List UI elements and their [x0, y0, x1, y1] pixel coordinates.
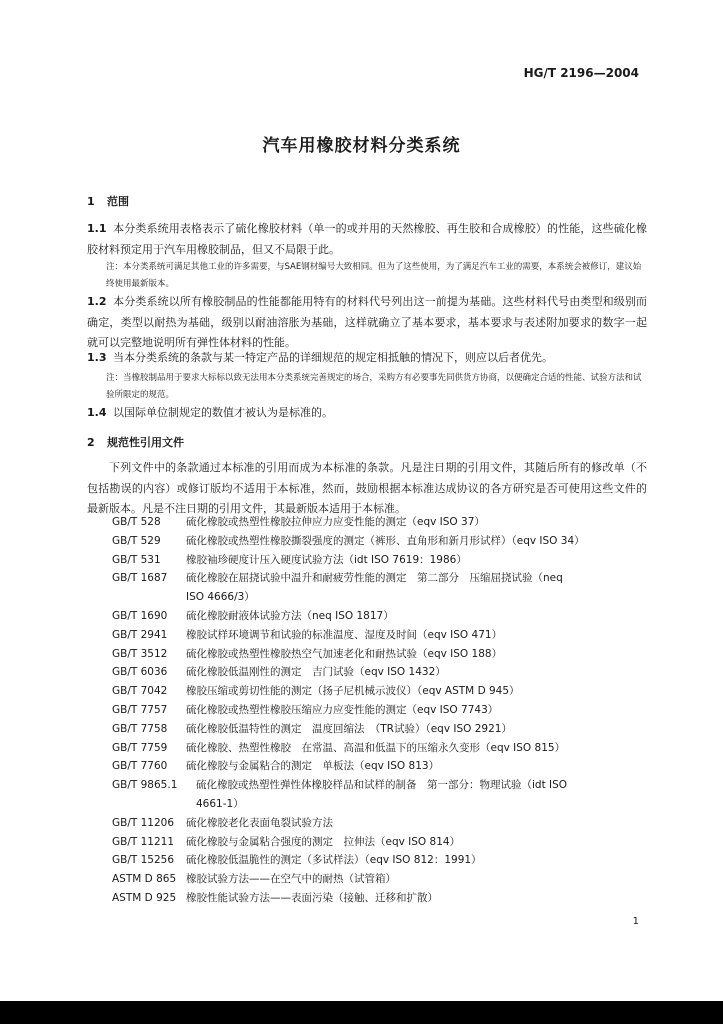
clause-1-3	[87, 348, 647, 369]
reference-title-text: 硫化橡胶或热塑性橡胶撕裂强度的测定（裤形、直角形和新月形试样）（eqv ISO 34）	[186, 534, 585, 547]
reference-code: GB/T 1690	[112, 609, 168, 622]
reference-title-text: 硫化橡胶或热塑性橡胶压缩应力应变性能的测定（eqv ISO 7743）	[186, 703, 499, 716]
reference-title-text: 硫化橡胶或热塑性橡胶拉伸应力应变性能的测定（eqv ISO 37）	[186, 516, 485, 528]
reference-code: GB/T 2941	[112, 628, 168, 641]
reference-title-continuation: ISO 4666/3）	[186, 591, 255, 604]
clause-text: 以国际单位制规定的数值才被认为是标准的。	[113, 406, 333, 419]
clause-text: 当本分类系统的条款与某一特定产品的详细规范的规定相抵触的情况下，则应以后者优先。	[113, 351, 553, 364]
reference-code: GB/T 1687	[112, 572, 168, 585]
reference-code: GB/T 9865.1	[112, 779, 178, 792]
page-number: 1	[632, 916, 639, 927]
standard-code: HG/T 2196—2004	[523, 66, 639, 80]
reference-title-text: 硫化橡胶与金属粘合强度的测定 拉伸法（eqv ISO 814）	[186, 835, 461, 848]
reference-title-text: 硫化橡胶低温刚性的测定 吉门试验（eqv ISO 1432）	[186, 666, 446, 679]
reference-title-continuation: 4661-1）	[196, 797, 244, 810]
reference-item	[112, 701, 652, 720]
reference-item	[112, 645, 652, 664]
reference-title	[186, 532, 652, 551]
reference-item	[112, 607, 652, 626]
clause-number: 1.4	[87, 406, 107, 419]
reference-title-text: 硫化橡胶低温脆性的测定（多试样法）（eqv ISO 812：1991）	[186, 854, 482, 867]
reference-code: GB/T 7042	[112, 685, 168, 698]
reference-code: GB/T 11211	[112, 835, 175, 848]
reference-title	[186, 757, 652, 776]
reference-title	[196, 776, 652, 814]
reference-item	[112, 532, 652, 551]
reference-item	[112, 569, 652, 607]
reference-item	[112, 682, 652, 701]
reference-title	[186, 870, 652, 889]
reference-item	[112, 870, 652, 889]
reference-item	[112, 626, 652, 645]
reference-code: GB/T 15256	[112, 854, 175, 867]
reference-code: GB/T 7758	[112, 722, 168, 735]
reference-item	[112, 833, 652, 852]
note-2: 注：当橡胶制品用于要求大标标以致无法用本分类系统完善规定的场合，采购方有必要事先同供货方协商，以便确定合适的性能、试验方法和试验所限定的规范。	[106, 373, 642, 400]
reference-item	[112, 720, 652, 739]
reference-title-text: 橡胶试验方法——在空气中的耐热（试管箱）	[186, 873, 396, 886]
reference-title-text: 硫化橡胶老化表面龟裂试验方法	[186, 816, 333, 829]
reference-item	[112, 551, 652, 570]
reference-item	[112, 663, 652, 682]
reference-title-text: 硫化橡胶低温特性的测定 温度回缩法 （TR试验）（eqv ISO 2921）	[186, 722, 512, 735]
reference-code: GB/T 7760	[112, 760, 168, 773]
reference-title	[186, 626, 652, 645]
reference-code: GB/T 7757	[112, 703, 168, 716]
section-title: 规范性引用文件	[107, 436, 184, 449]
section-number: 1	[87, 195, 95, 208]
reference-title	[186, 701, 652, 720]
reference-title-text: 硫化橡胶耐液体试验方法（neq ISO 1817）	[186, 609, 394, 622]
reference-code: GB/T 529	[112, 534, 161, 547]
section-2-heading	[87, 434, 184, 450]
reference-title	[186, 551, 652, 570]
section-2-intro: 下列文件中的条款通过本标准的引用而成为本标准的条款。凡是注日期的引用文件，其随后所有的修改单（不包括勘误的内容）或修订版均不适用于本标准，然而，鼓励根据本标准达成协议的各方研究是否可使用这些文件的最新版本。凡是不注日期的引用文件，其最新版本适用于本标准。	[87, 461, 647, 515]
reference-title-text: 硫化橡胶在屈挠试验中温升和耐疲劳性能的测定 第二部分 压缩屈挠试验（neq	[186, 572, 563, 585]
reference-code: GB/T 531	[112, 553, 161, 566]
note-1: 注：本分类系统可满足其他工业的许多需要，与SAE钢材编号大致相同。但为了这些使用，为了满足汽车工业的需要，本系统会被修订，建议始终使用最新版本。	[106, 262, 642, 289]
reference-code: GB/T 7759	[112, 741, 168, 754]
reference-item	[112, 513, 652, 532]
reference-title-text: 橡胶袖珍硬度计压入硬度试验方法（idt ISO 7619：1986）	[186, 553, 467, 566]
reference-title-text: 硫化橡胶或热塑性橡胶热空气加速老化和耐热试验（eqv ISO 188）	[186, 647, 503, 660]
reference-item	[112, 776, 652, 814]
reference-list	[112, 513, 652, 908]
reference-title	[186, 720, 652, 739]
clause-number: 1.2	[87, 295, 107, 308]
reference-title	[186, 814, 652, 833]
clause-1-2	[87, 292, 647, 354]
reference-title	[186, 569, 652, 607]
reference-title	[186, 889, 652, 908]
reference-item	[112, 757, 652, 776]
reference-title	[186, 739, 652, 758]
reference-title-text: 硫化橡胶或热塑性弹性体橡胶样品和试样的制备 第一部分：物理试验（idt ISO	[196, 779, 568, 792]
clause-number: 1.1	[87, 222, 107, 235]
reference-code: GB/T 6036	[112, 666, 168, 679]
section-1-heading	[87, 193, 129, 209]
reference-title	[186, 645, 652, 664]
reference-code: GB/T 11206	[112, 816, 175, 829]
reference-title	[186, 851, 652, 870]
clause-1-4	[87, 403, 647, 424]
reference-title-text: 橡胶性能试验方法——表面污染（接触、迁移和扩散）	[186, 891, 438, 904]
reference-code: ASTM D 865	[112, 873, 177, 886]
reference-title	[186, 682, 652, 701]
reference-title-text: 橡胶压缩或剪切性能的测定（扬子尼机械示波仪）（eqv ASTM D 945）	[186, 685, 520, 698]
reference-title	[186, 513, 652, 532]
reference-title	[186, 607, 652, 626]
reference-code: GB/T 528	[112, 516, 161, 528]
reference-title	[186, 663, 652, 682]
reference-item	[112, 889, 652, 908]
reference-item	[112, 851, 652, 870]
reference-code: ASTM D 925	[112, 891, 177, 904]
section-number: 2	[87, 436, 95, 449]
section-title: 范围	[107, 195, 129, 208]
reference-item	[112, 739, 652, 758]
clause-number: 1.3	[87, 351, 107, 364]
reference-item	[112, 814, 652, 833]
reference-title-text: 硫化橡胶与金属粘合的测定 单板法（eqv ISO 813）	[186, 760, 440, 773]
reference-code: GB/T 3512	[112, 647, 168, 660]
reference-title-text: 硫化橡胶、热塑性橡胶 在常温、高温和低温下的压缩永久变形（eqv ISO 815）	[186, 741, 566, 754]
clause-1-1	[87, 219, 647, 260]
scan-border	[0, 1001, 723, 1024]
document-title: 汽车用橡胶材料分类系统	[262, 136, 461, 156]
reference-title	[186, 833, 652, 852]
clause-text: 本分类系统用表格表示了硫化橡胶材料（单一的或并用的天然橡胶、再生胶和合成橡胶）的性能，这些硫化橡胶材料预定用于汽车用橡胶制品，但又不局限于此。	[87, 222, 647, 256]
reference-title-text: 橡胶试样环境调节和试验的标准温度、湿度及时间（eqv ISO 471）	[186, 628, 503, 641]
clause-text: 本分类系统以所有橡胶制品的性能都能用特有的材料代号列出这一前提为基础。这些材料代号由类型和级别而确定，类型以耐热为基础，级别以耐油溶胀为基础，这样就确立了基本要求，基本要求与表述附加要求的数字一起就可以完整地说明所有弹性体材料的性能。	[87, 295, 647, 349]
